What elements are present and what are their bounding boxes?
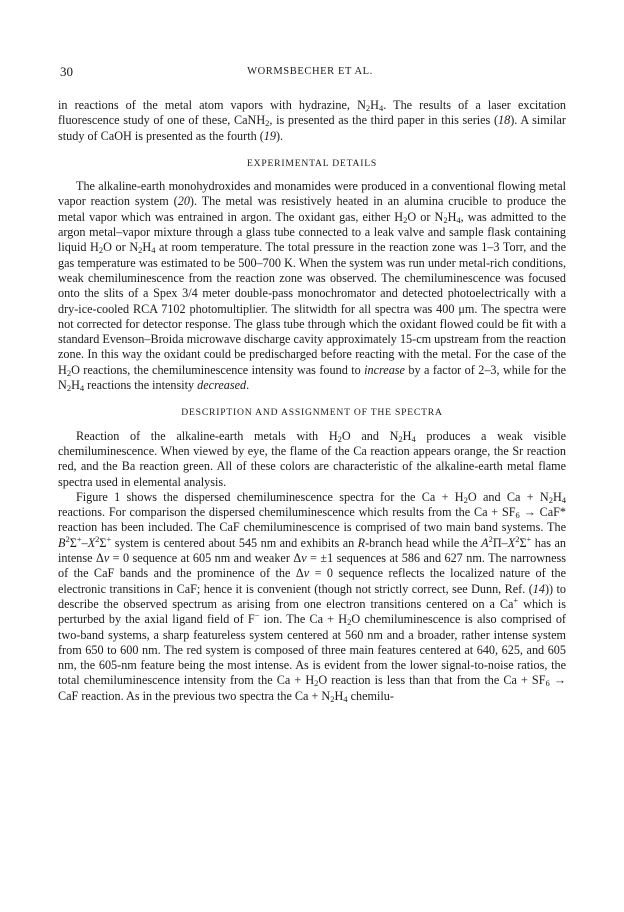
description-paragraph-2: Figure 1 shows the dispersed chemiluminescence spectra for the $Ca + H_2O$ and $Ca + N_2H_4$ reactions. For comparison the dispersed chemiluminescence which results from the $Ca + SF_6 \to CaF*$ reaction has been included. The CaF chemiluminescence is comprised of two main band systems. The $B^2\Sigma^+-X^2\Sigma^+$ system is centered about 545 nm and exhibits an R-branch head while the $A^2\Pi-X^2\Sigma^+$ has an intense Δv = 0 sequence at 605 nm and weaker Δv = ±1 sequences at 586 and 627 nm. The narrowness of the CaF bands and the prominence of the Δv = 0 sequence reflects the localized nature of the electronic transitions in CaF; hence it is convenient (though not strictly correct, see Dunn, Ref. (14)) to describe the observed spectrum as arising from one electron transitions centered on a Ca+ which is perturbed by the axial ligand field of F− ion. The $Ca + H_2O$ chemiluminescence is also comprised of two-band systems, a sharp featureless system centered at 560 nm and a broader, rather intense system from 650 to 600 nm. The red system is composed of three main features centered at 640, 625, and 605 nm, the 605-nm feature being the most intense. As is evident from the lower signal-to-noise ratios, the total chemiluminescence intensity from the $Ca + H_2O$ reaction is less than that from the $Ca + SF_6$ → CaF reaction. As in the previous two spectra the $Ca + N_2H_4$ chemilu- xyxy=(58,489,567,704)
intro-paragraph: in reactions of the metal atom vapors with hydrazine, $N_2H_4$. The results of a laser excitation fluorescence study of one of these, CaNH$_2$, is presented as the third paper in this series (18). A similar study of CaOH is presented as the fourth (19). xyxy=(58,98,567,143)
experimental-paragraph: The alkaline-earth monohydroxides and monamides were produced in a conventional flowing metal vapor reaction system (20). The metal was resistively heated in an alumina crucible to produce the metal vapor which was entrained in argon. The oxidant gas, either $H_2O$ or $N_2H_4$, was admitted to the argon metal–vapor mixture through a glass tube connected to a leak valve and sample flask containing liquid $H_2O$ or $N_2H_4$ at room temperature. The total pressure in the reaction zone was 1–3 Torr, and the gas temperature was estimated to be 500–700 K. When the system was run under metal-rich conditions, weak chemiluminescence from the reaction zone was observed. The chemiluminescence was focused onto the slits of a Spex 3/4 meter double-pass monochromator and detected photoelectrically with a dry-ice-cooled RCA 7102 photomultiplier. The slitwidth for all spectra was 400 μm. The spectra were not corrected for detector response. The glass tube through which the oxidant flowed could be fit with a standard Evenson–Broida microwave discharge cavity approximately 15-cm upstream from the reaction zone. In this way the oxidant could be predischarged before reacting with the metal. For the case of the $H_2O$ reactions, the chemiluminescence intensity was found to increase by a factor of 2–3, while for the $N_2H_4$ reactions the intensity decreased. xyxy=(58,179,567,394)
reference-20: 20 xyxy=(177,194,190,209)
section-heading-experimental: EXPERIMENTAL DETAILS xyxy=(246,157,378,169)
page-header xyxy=(60,64,560,84)
description-paragraph-1: Reaction of the alkaline-earth metals with $H_2O$ and $N_2H_4$ produces a weak visible chemiluminescence. When viewed by eye, the flame of the Ca reaction appears orange, the Sr reaction red, and the Ba reaction green. All of these colors are characteristic of the alkaline-earth metal flame spectra used in elemental analysis. xyxy=(58,428,566,489)
running-head: WORMSBECHER ET AL. xyxy=(247,66,373,77)
reference-14: 14 xyxy=(532,581,545,596)
page-body xyxy=(58,98,566,704)
page-number: 30 xyxy=(60,64,73,79)
reference-19: 19 xyxy=(263,128,276,143)
section-heading-description: DESCRIPTION AND ASSIGNMENT OF THE SPECTRA xyxy=(181,407,443,419)
reference-18: 18 xyxy=(498,113,511,128)
